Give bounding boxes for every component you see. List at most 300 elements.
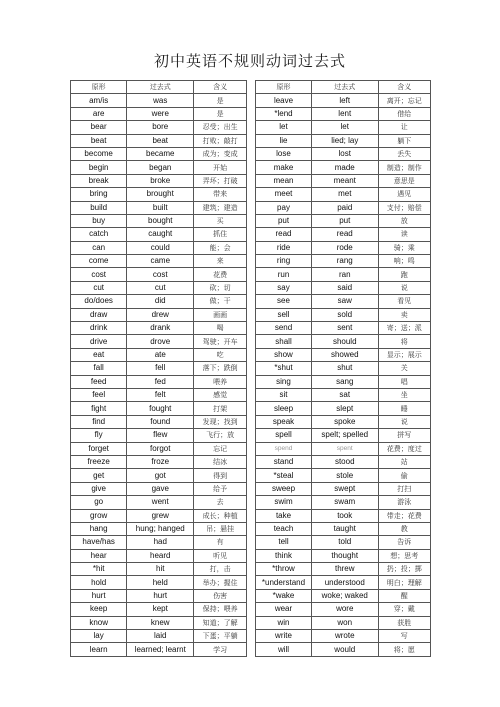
cell-base-form: shall [256,335,312,348]
table-row [256,295,431,308]
cell-past-tense: would [312,643,379,656]
table-row [71,375,247,388]
cell-base-form: *shut [256,362,312,375]
cell-meaning: 坐 [378,388,431,401]
cell-meaning: 游泳 [378,496,431,509]
cell-base-form: let [256,121,312,134]
table-row [71,549,247,562]
cell-past-tense: came [127,255,194,268]
cell-base-form: sleep [256,402,312,415]
table-row [256,482,431,495]
cell-past-tense: knew [127,616,194,629]
cell-past-tense: should [312,335,379,348]
cell-past-tense: drove [127,335,194,348]
table-row [71,536,247,549]
cell-meaning: 学习 [194,643,247,656]
cell-meaning: 是 [194,107,247,120]
table-row [256,362,431,375]
cell-base-form: build [71,201,127,214]
cell-meaning: 拼写 [378,429,431,442]
cell-meaning: 意思是 [378,174,431,187]
table-row [256,121,431,134]
cell-meaning: 支付；赔偿 [378,201,431,214]
cell-base-form: send [256,322,312,335]
cell-meaning: 明白；理解 [378,576,431,589]
cell-meaning: 驾驶；开车 [194,335,247,348]
cell-meaning: 显示；展示 [378,348,431,361]
table-row [71,442,247,455]
cell-meaning: 花费；度过 [378,442,431,455]
cell-past-tense: froze [127,455,194,468]
table-row [71,616,247,629]
cell-meaning: 喝 [194,322,247,335]
cell-meaning: 开始 [194,161,247,174]
table-row [71,362,247,375]
table-row [256,630,431,643]
cell-meaning: 画画 [194,308,247,321]
cell-meaning: 放 [378,214,431,227]
cell-past-tense: fell [127,362,194,375]
cell-past-tense: lost [312,147,379,160]
cell-meaning: 得到 [194,469,247,482]
cell-past-tense: paid [312,201,379,214]
header-base-form: 原形 [71,81,127,94]
cell-past-tense: spelt; spelled [312,429,379,442]
cell-past-tense: thought [312,549,379,562]
cell-meaning: 带走；花费 [378,509,431,522]
table-row [256,589,431,602]
table-row [71,107,247,120]
cell-meaning: 说 [378,415,431,428]
cell-base-form: grow [71,509,127,522]
cell-past-tense: rode [312,241,379,254]
cell-past-tense: kept [127,603,194,616]
cell-past-tense: let [312,121,379,134]
cell-base-form: are [71,107,127,120]
cell-base-form: bear [71,121,127,134]
cell-past-tense: cut [127,281,194,294]
cell-base-form: *understand [256,576,312,589]
cell-base-form: lie [256,134,312,147]
cell-meaning: 穿；戴 [378,603,431,616]
cell-past-tense: could [127,241,194,254]
cell-past-tense: ran [312,268,379,281]
cell-meaning: 将 [378,335,431,348]
cell-past-tense: felt [127,388,194,401]
cell-base-form: drink [71,322,127,335]
cell-past-tense: forgot [127,442,194,455]
cell-meaning: 保持；喂养 [194,603,247,616]
cell-base-form: fall [71,362,127,375]
cell-meaning: 飞行；放 [194,429,247,442]
cell-past-tense: built [127,201,194,214]
cell-meaning: 落下；跌倒 [194,362,247,375]
cell-meaning: 醒 [378,589,431,602]
cell-meaning: 关 [378,362,431,375]
cell-meaning: 打扫 [378,482,431,495]
cell-meaning: 去 [194,496,247,509]
cell-base-form: sell [256,308,312,321]
cell-meaning: 教 [378,522,431,535]
cell-past-tense: left [312,94,379,107]
cell-past-tense: shut [312,362,379,375]
cell-meaning: 忘记 [194,442,247,455]
cell-meaning: 偷 [378,469,431,482]
cell-meaning: 来 [194,255,247,268]
cell-meaning: 抓住 [194,228,247,241]
cell-meaning: 遇见 [378,188,431,201]
cell-base-form: spend [256,442,312,455]
cell-base-form: am/is [71,94,127,107]
table-row [256,496,431,509]
cell-base-form: fight [71,402,127,415]
table-row [71,295,247,308]
cell-past-tense: cost [127,268,194,281]
cell-past-tense: swept [312,482,379,495]
cell-meaning: 发现；找到 [194,415,247,428]
cell-meaning: 想；思考 [378,549,431,562]
table-row [256,388,431,401]
cell-base-form: beat [71,134,127,147]
cell-meaning: 看见 [378,295,431,308]
cell-base-form: mean [256,174,312,187]
cell-meaning: 是 [194,94,247,107]
cell-meaning: 卖 [378,308,431,321]
cell-past-tense: sat [312,388,379,401]
cell-base-form: do/does [71,295,127,308]
cell-past-tense: gave [127,482,194,495]
cell-base-form: speak [256,415,312,428]
cell-past-tense: bore [127,121,194,134]
table-row [71,134,247,147]
cell-meaning: 建筑；建造 [194,201,247,214]
cell-base-form: feel [71,388,127,401]
table-row [256,107,431,120]
table-row [256,522,431,535]
cell-base-form: say [256,281,312,294]
cell-past-tense: made [312,161,379,174]
header-meaning: 含义 [194,81,247,94]
table-row [71,268,247,281]
table-row [71,402,247,415]
cell-base-form: wear [256,603,312,616]
verb-table-right [255,80,431,657]
cell-meaning: 丢失 [378,147,431,160]
table-row [71,482,247,495]
cell-base-form: fly [71,429,127,442]
table-row [256,576,431,589]
table-row [71,188,247,201]
cell-base-form: sweep [256,482,312,495]
cell-meaning: 能；会 [194,241,247,254]
table-row [71,174,247,187]
cell-past-tense: rang [312,255,379,268]
cell-past-tense: saw [312,295,379,308]
cell-base-form: buy [71,214,127,227]
table-row [256,228,431,241]
table-row [71,335,247,348]
cell-base-form: put [256,214,312,227]
cell-past-tense: ate [127,348,194,361]
table-row [71,228,247,241]
cell-base-form: lay [71,630,127,643]
cell-base-form: drive [71,335,127,348]
cell-base-form: catch [71,228,127,241]
cell-base-form: freeze [71,455,127,468]
table-row [256,536,431,549]
cell-meaning: 成为；变成 [194,147,247,160]
cell-meaning: 打架 [194,402,247,415]
table-row [71,522,247,535]
cell-meaning: 弄坏；打破 [194,174,247,187]
cell-past-tense: beat [127,134,194,147]
table-row [256,308,431,321]
table-row [256,563,431,576]
cell-past-tense: flew [127,429,194,442]
cell-meaning: 离开；忘记 [378,94,431,107]
cell-base-form: forget [71,442,127,455]
cell-past-tense: heard [127,549,194,562]
cell-past-tense: slept [312,402,379,415]
cell-base-form: ring [256,255,312,268]
cell-past-tense: went [127,496,194,509]
cell-meaning: 借给 [378,107,431,120]
cell-base-form: keep [71,603,127,616]
cell-past-tense: fed [127,375,194,388]
cell-past-tense: meant [312,174,379,187]
cell-past-tense: stole [312,469,379,482]
cell-meaning: 躺下 [378,134,431,147]
cell-base-form: draw [71,308,127,321]
cell-meaning: 做；干 [194,295,247,308]
cell-base-form: hang [71,522,127,535]
cell-base-form: cut [71,281,127,294]
cell-past-tense: had [127,536,194,549]
cell-base-form: run [256,268,312,281]
cell-base-form: find [71,415,127,428]
cell-base-form: cost [71,268,127,281]
table-row [71,415,247,428]
cell-meaning: 感觉 [194,388,247,401]
cell-past-tense: drew [127,308,194,321]
table-header-row [71,81,247,94]
cell-base-form: bring [71,188,127,201]
cell-past-tense: found [127,415,194,428]
table-row [256,375,431,388]
cell-base-form: meet [256,188,312,201]
cell-base-form: begin [71,161,127,174]
cell-past-tense: spent [312,442,379,455]
cell-past-tense: sold [312,308,379,321]
table-row [71,563,247,576]
cell-base-form: spell [256,429,312,442]
cell-base-form: become [71,147,127,160]
table-row [71,94,247,107]
table-row [71,308,247,321]
cell-meaning: 带来 [194,188,247,201]
table-row [71,214,247,227]
cell-base-form: will [256,643,312,656]
table-row [256,214,431,227]
header-meaning: 含义 [378,81,431,94]
cell-past-tense: were [127,107,194,120]
table-row [71,643,247,656]
cell-base-form: make [256,161,312,174]
cell-past-tense: sent [312,322,379,335]
cell-base-form: swim [256,496,312,509]
table-row [71,147,247,160]
cell-meaning: 吊；悬挂 [194,522,247,535]
cell-past-tense: brought [127,188,194,201]
table-row [71,388,247,401]
cell-meaning: 伤害 [194,589,247,602]
table-row [71,121,247,134]
table-row [256,469,431,482]
cell-past-tense: lent [312,107,379,120]
table-row [256,322,431,335]
cell-meaning: 读 [378,228,431,241]
verb-table-left [70,80,247,657]
cell-past-tense: fought [127,402,194,415]
cell-base-form: have/has [71,536,127,549]
cell-meaning: 骑；乘 [378,241,431,254]
cell-past-tense: wore [312,603,379,616]
cell-base-form: come [71,255,127,268]
table-row [71,509,247,522]
table-row [256,415,431,428]
table-row [71,630,247,643]
table-row [256,442,431,455]
cell-base-form: tell [256,536,312,549]
cell-past-tense: showed [312,348,379,361]
cell-past-tense: swam [312,496,379,509]
cell-past-tense: read [312,228,379,241]
cell-base-form: get [71,469,127,482]
cell-base-form: learn [71,643,127,656]
cell-meaning: 让 [378,121,431,134]
cell-base-form: go [71,496,127,509]
cell-meaning: 将；愿 [378,643,431,656]
cell-meaning: 打败；敲打 [194,134,247,147]
cell-past-tense: caught [127,228,194,241]
cell-meaning: 举办；握住 [194,576,247,589]
table-row [256,255,431,268]
table-row [71,469,247,482]
cell-meaning: 下蛋；平躺 [194,630,247,643]
cell-past-tense: understood [312,576,379,589]
cell-meaning: 给予 [194,482,247,495]
header-past-tense: 过去式 [127,81,194,94]
cell-base-form: see [256,295,312,308]
cell-meaning: 砍；切 [194,281,247,294]
cell-meaning: 制造；制作 [378,161,431,174]
cell-past-tense: was [127,94,194,107]
cell-meaning: 扔；投；掷 [378,563,431,576]
table-row [256,188,431,201]
cell-meaning: 睡 [378,402,431,415]
verb-tables [70,80,431,658]
table-row [256,549,431,562]
cell-meaning: 知道；了解 [194,616,247,629]
cell-meaning: 响；鸣 [378,255,431,268]
cell-past-tense: told [312,536,379,549]
cell-past-tense: won [312,616,379,629]
table-row [256,616,431,629]
cell-meaning: 买 [194,214,247,227]
cell-base-form: lose [256,147,312,160]
cell-base-form: teach [256,522,312,535]
cell-past-tense: laid [127,630,194,643]
table-row [71,429,247,442]
table-row [256,402,431,415]
header-past-tense: 过去式 [312,81,379,94]
cell-past-tense: became [127,147,194,160]
cell-base-form: win [256,616,312,629]
cell-base-form: *lend [256,107,312,120]
table-row [256,161,431,174]
cell-base-form: *wake [256,589,312,602]
table-header-row [256,81,431,94]
cell-meaning: 说 [378,281,431,294]
cell-base-form: give [71,482,127,495]
cell-past-tense: spoke [312,415,379,428]
cell-meaning: 听见 [194,549,247,562]
table-row [71,348,247,361]
cell-base-form: hurt [71,589,127,602]
cell-meaning: 站 [378,455,431,468]
cell-meaning: 成长；种植 [194,509,247,522]
page-title: 初中英语不规则动词过去式 [153,52,346,70]
cell-meaning: 花费 [194,268,247,281]
table-row [256,335,431,348]
cell-base-form: pay [256,201,312,214]
cell-meaning: 寄；送；派 [378,322,431,335]
cell-past-tense: took [312,509,379,522]
cell-base-form: think [256,549,312,562]
cell-base-form: stand [256,455,312,468]
cell-past-tense: got [127,469,194,482]
cell-past-tense: said [312,281,379,294]
cell-past-tense: drank [127,322,194,335]
cell-meaning: 写 [378,630,431,643]
cell-base-form: read [256,228,312,241]
cell-base-form: show [256,348,312,361]
table-row [256,174,431,187]
cell-past-tense: wrote [312,630,379,643]
table-row [256,455,431,468]
cell-base-form: hear [71,549,127,562]
cell-base-form: sing [256,375,312,388]
cell-past-tense: woke; waked [312,589,379,602]
cell-base-form: write [256,630,312,643]
cell-past-tense: stood [312,455,379,468]
cell-meaning: 结冰 [194,455,247,468]
table-row [256,134,431,147]
cell-past-tense: taught [312,522,379,535]
cell-meaning: 跑 [378,268,431,281]
table-row [71,455,247,468]
table-row [256,603,431,616]
cell-base-form: *hit [71,563,127,576]
cell-base-form: feed [71,375,127,388]
table-row [71,255,247,268]
cell-past-tense: threw [312,563,379,576]
cell-past-tense: sang [312,375,379,388]
table-row [71,589,247,602]
cell-past-tense: held [127,576,194,589]
table-row [71,201,247,214]
cell-meaning: 打，击 [194,563,247,576]
